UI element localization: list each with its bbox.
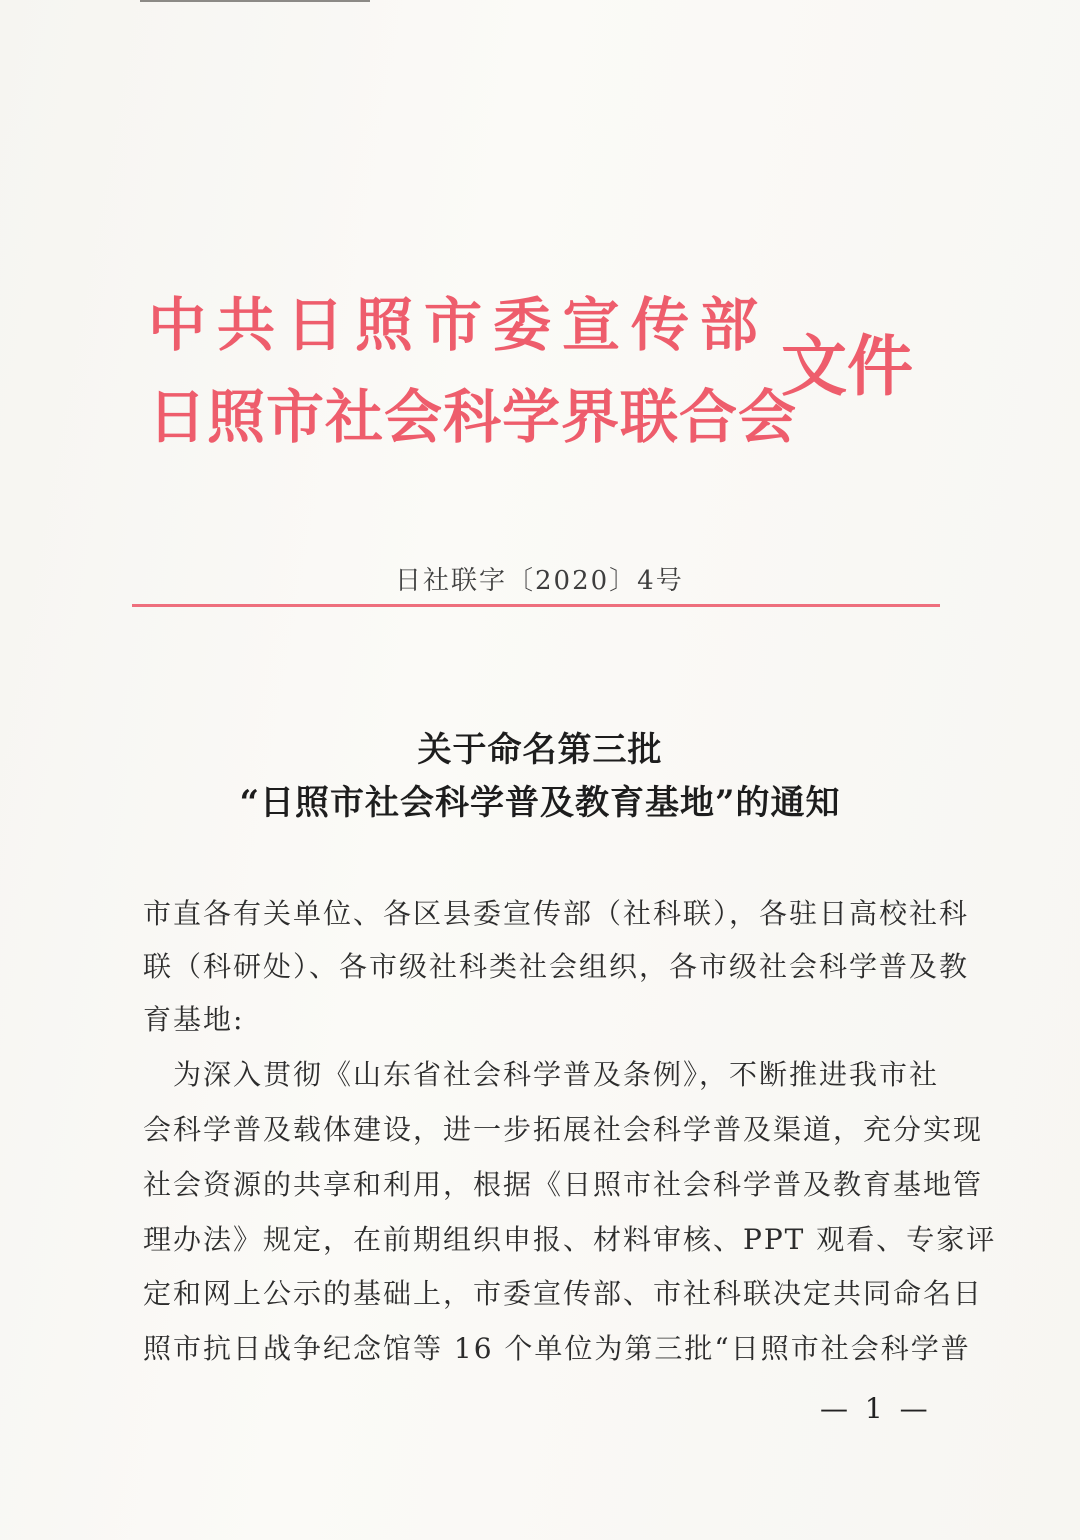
body-line: 市直各有关单位、各区县委宣传部（社科联），各驻日高校社科 bbox=[143, 897, 970, 930]
body-line: 育基地: bbox=[143, 1003, 245, 1036]
issuer-line-1: 中共日照市委宣传部 bbox=[148, 291, 770, 359]
body-line: 会科学普及载体建设，进一步拓展社会科学普及渠道，充分实现 bbox=[143, 1113, 984, 1146]
body-line: 定和网上公示的基础上，市委宣传部、市社科联决定共同命名日 bbox=[143, 1277, 984, 1310]
issuer-line-2: 日照市社会科学界联合会 bbox=[148, 383, 798, 451]
body-line: 社会资源的共享和利用，根据《日照市社会科学普及教育基地管 bbox=[143, 1168, 984, 1201]
body-line: 联（科研处）、各市级社科类社会组织，各市级社会科学普及教 bbox=[143, 950, 970, 983]
title-line-2: “日照市社会科学普及教育基地”的通知 bbox=[239, 783, 841, 823]
document-number: 日社联字〔2020〕4号 bbox=[395, 566, 684, 596]
body-line: 为深入贯彻《山东省社会科学普及条例》，不断推进我市社 bbox=[143, 1058, 940, 1091]
page-top-edge bbox=[140, 0, 370, 2]
red-header bbox=[148, 290, 948, 460]
page-number: — 1 — bbox=[820, 1392, 932, 1425]
body-line: 理办法》规定，在前期组织申报、材料审核、PPT 观看、专家评 bbox=[143, 1223, 997, 1256]
body-line: 照市抗日战争纪念馆等 16 个单位为第三批“日照市社会科学普 bbox=[143, 1332, 971, 1365]
title-line-1: 关于命名第三批 bbox=[417, 730, 663, 770]
red-divider-rule bbox=[132, 604, 940, 607]
header-suffix: 文件 bbox=[781, 327, 913, 405]
